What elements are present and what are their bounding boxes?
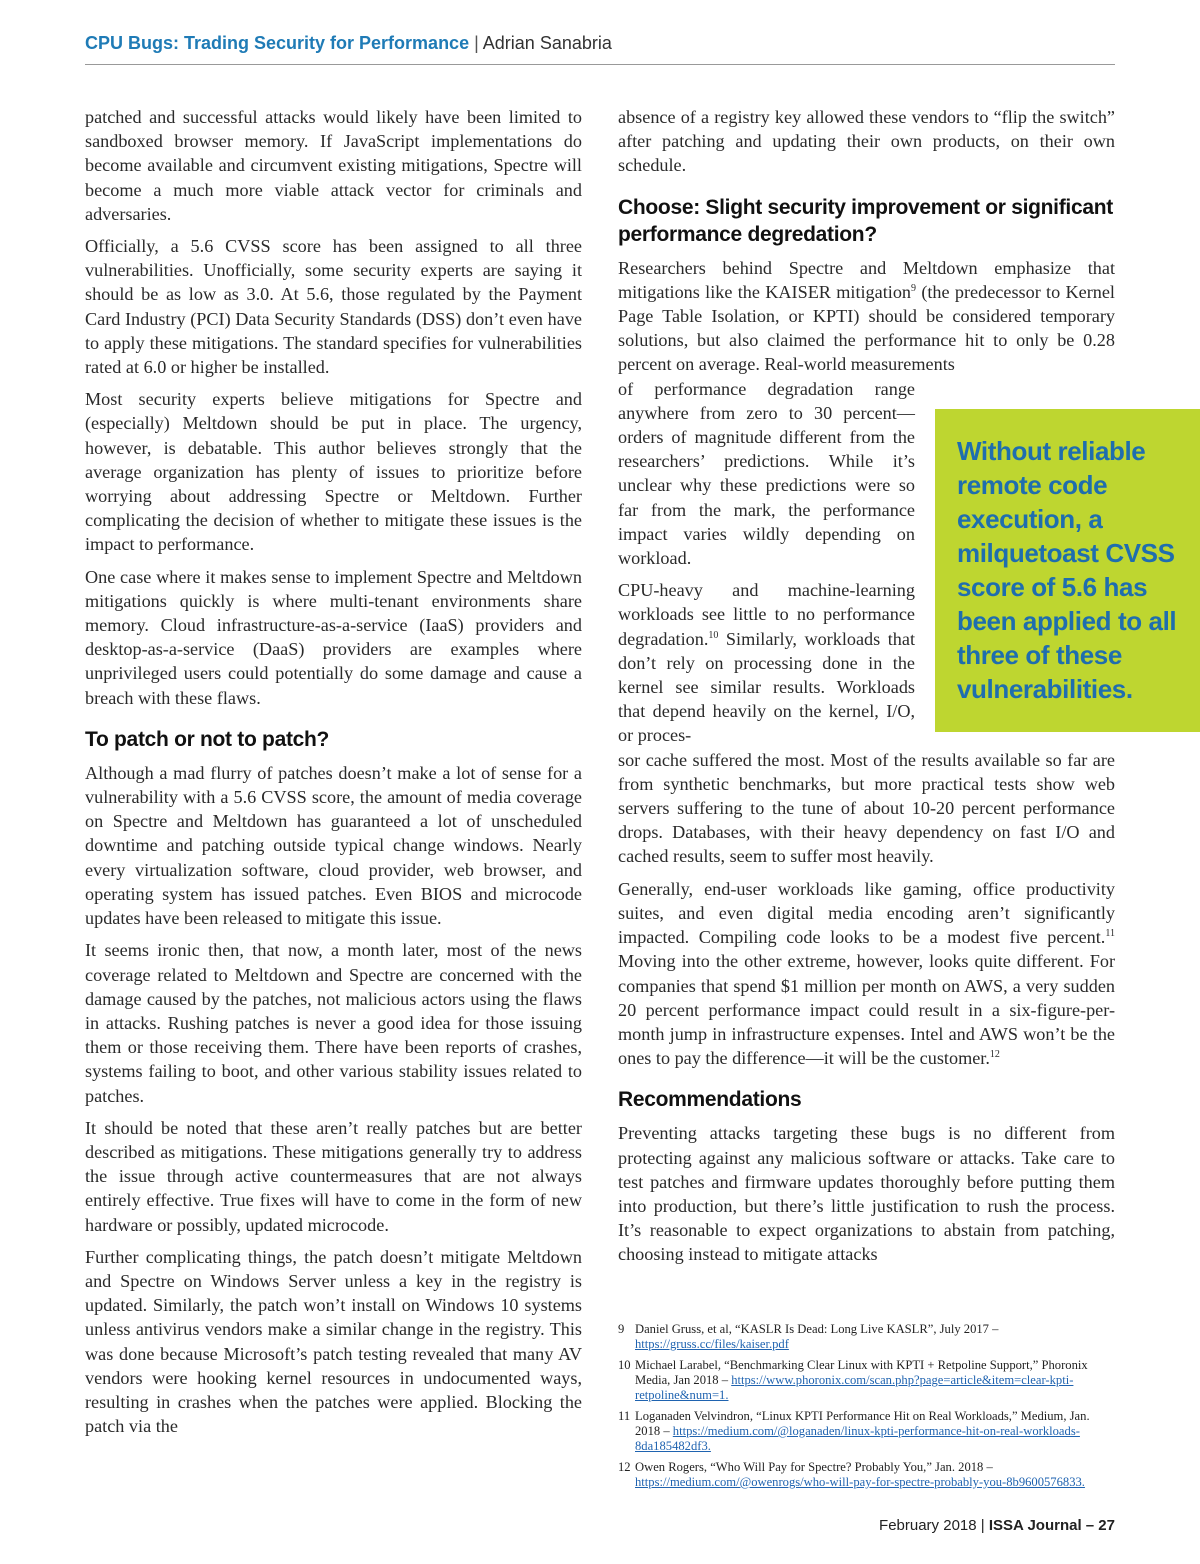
paragraph: Most security experts believe mitigations for Spectre and (especially) Meltdown should be put in place. The urgency, however, is debatable. This author believes strongly that the average organization has plenty of issues to prioritize before worrying about addressing Spectre or Meltdown. Further complicating the decision of whether to mitigate these issues is the impact to performance. [85, 389, 582, 555]
paragraph-text: Researchers behind Spectre and Meltdown emphasize that mitigations like the KAISER mitigation [618, 257, 1115, 302]
paragraph: sor cache suffered the most. Most of the results available so far are from synthetic benchmarks, but more practical tests show web servers suffering to the tune of about 10-20 percent performance drops. Databases, with their heavy dependency on fast I/O and cached results, seem to suffer most heavily. [618, 749, 1115, 867]
footnote-ref-12[interactable]: 12 [989, 1049, 1000, 1061]
footnote-link[interactable]: https://www.phoronix.com/scan.php?page=article&item=clear-kpti-retpoline&num=1. [635, 1373, 1074, 1402]
page-header [85, 33, 1115, 54]
author-name: Adrian Sanabria [482, 33, 612, 53]
paragraph: Preventing attacks targeting these bugs is no different from protecting against any malicious software or attacks. Take care to test patches and firmware updates thoroughly before putting them into production, but there’s little justification to rush the process. It’s reasonable to expect organizations to abstain from patching, choosing instead to mitigate attacks [618, 1123, 1115, 1265]
footnote-item [618, 1409, 1115, 1454]
footer-separator: | [976, 1517, 989, 1534]
footnote-ref-11[interactable]: 11 [1105, 928, 1115, 940]
paragraph: Further complicating things, the patch doesn’t mitigate Meltdown and Spectre on Windows Server unless a key in the registry is updated. Similarly, the patch won’t install on Windows 10 systems unless antivirus vendors make a similar change in the registry. This was done because Microsoft’s patch testing revealed that many AV vendors were hooking kernel resources in undocumented ways, resulting in crashes when the patches were applied. Blocking the patch via the [85, 1246, 582, 1437]
footnote-text: Loganaden Velvindron, “Linux KPTI Performance Hit on Real Workloads,” Medium, Jan. 2018 – [635, 1409, 1090, 1438]
paragraph: absence of a registry key allowed these vendors to “flip the switch” after patching and updating their own products, on their own schedule. [618, 107, 1115, 176]
paragraph-text: Generally, end-user workloads like gaming, office productivity suites, and even digital media encoding aren’t significantly impacted. Compiling code looks to be a modest five percent. [618, 878, 1115, 948]
page-footer [879, 1517, 1115, 1534]
footnote-number: 10 [618, 1358, 631, 1372]
paragraph: Although a mad flurry of patches doesn’t make a lot of sense for a vulnerability with a 5.6 CVSS score, the amount of media coverage on Spectre and Meltdown has guaranteed a lot of unscheduled downtime and patching outside typical change windows. Nearly every virtualization software, cloud provider, web browser, and operating system has issued patches. Even BIOS and microcode updates have been released to mitigate this issue. [85, 762, 582, 929]
issue-date: February 2018 [879, 1517, 977, 1534]
footnote-body [635, 1460, 1115, 1490]
journal-page: ISSA Journal – 27 [988, 1517, 1115, 1534]
footnote-number: 12 [618, 1460, 631, 1474]
footnote-text: Daniel Gruss, et al, “KASLR Is Dead: Long Live KASLR”, July 2017 – [635, 1322, 999, 1336]
footnote-item [618, 1460, 1115, 1490]
paragraph-text: Moving into the other extreme, however, looks quite different. For companies that spend $1 million per month on AWS, a very sudden 20 percent performance impact could result in a six-figure-per-month jump in infrastructure expenses. Intel and AWS won’t be the ones to pay the difference—it will be the customer. [618, 951, 1115, 1069]
paragraph [618, 578, 915, 747]
section-heading-patch: To patch or not to patch? [85, 727, 330, 751]
header-separator: | [469, 33, 483, 53]
paragraph: It should be noted that these aren’t really patches but are better described as mitigations. These mitigations generally try to address the issue through active countermeasures that are not always entirely effective. True fixes will have to come in the form of new hardware or possibly, updated microcode. [85, 1117, 582, 1235]
paragraph-text: (the predecessor to Kernel Page Table Isolation, or KPTI) should be considered temporary solutions, but also claimed the performance hit to only be 0.28 percent on average. Real-world measurements [618, 281, 1115, 375]
paragraph [618, 877, 1115, 1071]
pull-quote-callout [935, 409, 1200, 732]
paragraph: of performance degradation range anywhere from zero to 30 percent—orders of magnitude different from the researchers’ predictions. While it’s unclear why these predictions were so far from the mark, the performance impact varies wildly depending on workload. [618, 378, 915, 569]
footnote-text: Owen Rogers, “Who Will Pay for Spectre? Probably You,” Jan. 2018 – [635, 1460, 993, 1474]
footnote-body [635, 1322, 1115, 1352]
pull-quote-text: Without reliable remote code execution, a milquetoast CVSS score of 5.6 has been applied to all three of these vulnerabilities. [957, 436, 1177, 704]
paragraph: patched and successful attacks would likely have been limited to sandboxed browser memory. If JavaScript implementations do become available and circumvent existing mitigations, Spectre will become a much more viable attack vector for criminals and adversaries. [85, 107, 582, 224]
footnote-ref-9[interactable]: 9 [911, 282, 917, 294]
footnote-item [618, 1358, 1115, 1403]
left-column [85, 105, 582, 1446]
header-rule [85, 64, 1115, 65]
paragraph: One case where it makes sense to implement Spectre and Meltdown mitigations quickly is where multi-tenant environments share memory. Cloud infrastructure-as-a-service (IaaS) providers and desktop-as-a-service (DaaS) providers are examples where unprivileged users could potentially do some damage and cause a breach with these flaws. [85, 566, 582, 708]
paragraph: It seems ironic then, that now, a month later, most of the news coverage related to Meltdown and Spectre are concerned with the damage caused by the patches, not malicious actors using the flaws in attacks. Rushing patches is never a good idea for those issuing them or those receiving them. There have been reports of crashes, systems failing to boot, and other various stability issues related to patches. [85, 940, 582, 1106]
footnote-link[interactable]: https://gruss.cc/files/kaiser.pdf [635, 1337, 789, 1351]
footnote-body [635, 1409, 1115, 1454]
footnotes [618, 1322, 1115, 1496]
footnote-number: 9 [618, 1322, 625, 1336]
section-heading-recommendations: Recommendations [618, 1088, 802, 1112]
paragraph: Officially, a 5.6 CVSS score has been assigned to all three vulnerabilities. Unofficially, some security experts are saying it should be as low as 3.0. At 5.6, those regulated by the Payment Card Industry (PCI) Data Security Standards (DSS) don’t even have to apply these mitigations. The standard specifies for vulnerabilities rated at 6.0 or higher be installed. [85, 236, 582, 378]
article-title: CPU Bugs: Trading Security for Performance [85, 33, 470, 53]
footnote-link[interactable]: https://medium.com/@loganaden/linux-kpti-performance-hit-on-real-workloads-8da185482df3. [635, 1424, 1080, 1453]
footnote-body [635, 1358, 1115, 1403]
paragraph [618, 256, 1115, 377]
section-heading-choose: Choose: Slight security improvement or significant performance degredation? [618, 195, 1113, 246]
footnote-ref-10[interactable]: 10 [708, 629, 719, 641]
footnote-text: Michael Larabel, “Benchmarking Clear Linux with KPTI + Retpoline Support,” Phoronix Media, Jan 2018 – [635, 1358, 1088, 1387]
paragraph-text: Similarly, workloads that don’t rely on processing done in the kernel see similar results. Workloads that depend heavily on the kernel, I/O, or proces- [618, 628, 915, 746]
footnote-item [618, 1322, 1115, 1352]
paragraph-text: CPU-heavy and machine-learning workloads see little to no performance degradation. [618, 580, 915, 649]
footnote-number: 11 [618, 1409, 631, 1423]
footnote-link[interactable]: https://medium.com/@owenrogs/who-will-pay-for-spectre-probably-you-8b9600576833. [635, 1475, 1085, 1489]
